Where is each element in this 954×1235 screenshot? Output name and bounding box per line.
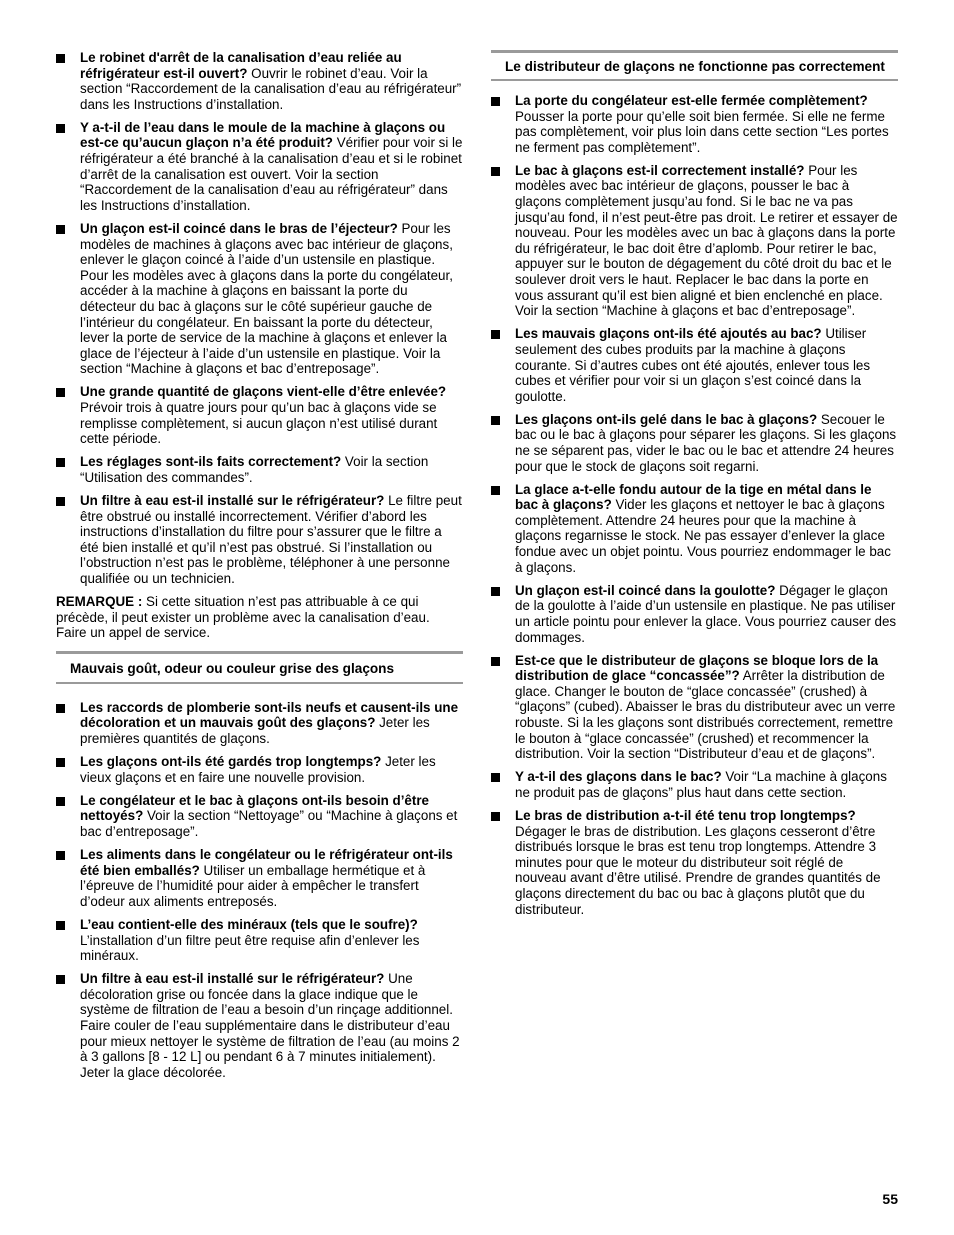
left-item-list-bottom [56, 700, 463, 1081]
square-bullet-icon [56, 458, 65, 467]
item-question: Le robinet d'arrêt de la canalisation d’eau reliée au réfrigérateur est-il ouvert? [80, 50, 402, 81]
square-bullet-icon [491, 773, 500, 782]
list-item [56, 847, 463, 909]
square-bullet-icon [56, 851, 65, 860]
list-item [491, 769, 898, 800]
item-answer: Une décoloration grise ou foncée dans la glace indique que le système de filtration de l’eau a besoin d’un rinçage additionnel. Faire couler de l’eau supplémentaire dans le distributeur d’eau pour mieux nettoyer le système de filtration de l’eau (au moins 2 à 3 gallons [8 - 12 L] ou pendant 6 à 7 minutes initialement). Jeter la glace décolorée. [80, 971, 460, 1080]
square-bullet-icon [491, 657, 500, 666]
list-item [491, 163, 898, 319]
item-question: Un glaçon est-il coincé dans le bras de l’éjecteur? [80, 220, 398, 236]
item-answer: Pour les modèles avec bac intérieur de glaçons, pousser le bac à glaçons complètement jusqu’au fond. Si le bac ne va pas jusqu’au fond, il n’est peut-être pas droit. Le retirer et essayer de nouveau. Pour les modèles avec un bac à glaçons dans la porte du réfrigérateur, le bac doit être d’aplomb. Pour retirer le bac, appuyer sur le bouton de dégagement du côté droit du bac et le soulever droit vers le haut. Replacer le bac dans la porte en vous assurant qu’il est bien aligné et bien enclenché en place. Voir la section “Machine à glaçons et bac d’entreposage”. [515, 162, 898, 319]
square-bullet-icon [56, 388, 65, 397]
item-question: Les mauvais glaçons ont-ils été ajoutés au bac? [515, 326, 822, 342]
remarque-label: REMARQUE : [56, 594, 143, 609]
item-question: Est-ce que le distributeur de glaçons se bloque lors de la distribution de glace “concassée”? [515, 652, 879, 684]
remarque-text: Si cette situation n’est pas attribuable à ce qui précède, il peut exister un problème avec la canalisation d’eau. Faire un appel de service. [56, 594, 430, 641]
item-answer: Arrêter la distribution de glace. Changer le bouton de “glace concassée” (crushed) à “glaçons” (cubed). Abaisser le bras du distributeur avec un verre robuste. Si la les glaçons sont distribués correctement, remettre le bouton à “glace concassée” (crushed) et recommencer la distribution. Voir la section “Distributeur d’eau et de glaçons”. [515, 668, 896, 762]
square-bullet-icon [491, 486, 500, 495]
item-question: Les réglages sont-ils faits correctement? [80, 454, 342, 470]
list-item [56, 221, 463, 377]
item-question: Les glaçons ont-ils gelé dans le bac à glaçons? [515, 411, 818, 427]
item-question: Y a-t-il de l’eau dans le moule de la machine à glaçons ou est-ce qu’aucun glaçon n’a été produit? [80, 119, 446, 151]
item-answer: Secouer le bac ou le bac à glaçons pour séparer les glaçons. Si les glaçons ne se séparent pas, vider le bac ou le bac et attendre 24 heures pour que le stock de glaçons soit regarni. [515, 411, 897, 474]
item-answer: Dégager le bras de distribution. Les glaçons cesseront d’être distribués lorsque le bras est tenu trop longtemps. Attendre 3 minutes pour que le moteur du distributeur soit réglé de nouveau avant d’être utilisé. Prendre de grandes quantités de glaçons directement du bac ou bac à glaçons plutôt que du distributeur. [515, 823, 881, 917]
square-bullet-icon [56, 225, 65, 234]
square-bullet-icon [56, 704, 65, 713]
item-question: Un glaçon est-il coincé dans la goulotte? [515, 582, 776, 598]
item-answer: Voir “La machine à glaçons ne produit pas de glaçons” plus haut dans cette section. [515, 769, 887, 800]
square-bullet-icon [56, 975, 65, 984]
square-bullet-icon [491, 167, 500, 176]
list-item [56, 384, 463, 446]
item-answer: Utiliser un emballage hermétique et à l’épreuve de l’humidité pour aider à empêcher le transfert d’odeur aux aliments entreposés. [80, 862, 426, 909]
list-item [56, 454, 463, 485]
left-item-list-top [56, 50, 463, 587]
item-question: Les raccords de plomberie sont-ils neufs et causent-ils une décoloration et un mauvais goût des glaçons? [80, 699, 459, 731]
square-bullet-icon [56, 497, 65, 506]
item-question: Y a-t-il des glaçons dans le bac? [515, 769, 722, 785]
item-answer: Jeter les vieux glaçons et en faire une nouvelle provision. [80, 754, 436, 785]
square-bullet-icon [56, 758, 65, 767]
item-answer: Pousser la porte pour qu’elle soit bien fermée. Si elle ne ferme pas complètement, voir plus loin dans cette section “Les portes ne ferment pas complètement”. [515, 108, 889, 155]
item-question: Les glaçons ont-ils été gardés trop longtemps? [80, 754, 382, 770]
item-question: Les aliments dans le congélateur ou le réfrigérateur ont-ils été bien emballés? [80, 847, 453, 878]
item-question: Une grande quantité de glaçons vient-elle d’être enlevée? [80, 384, 447, 400]
square-bullet-icon [491, 587, 500, 596]
item-question: Le bras de distribution a-t-il été tenu trop longtemps? [515, 807, 856, 823]
item-question: Le congélateur et le bac à glaçons ont-ils besoin d’être nettoyés? [80, 792, 429, 824]
item-answer: Vider les glaçons et nettoyer le bac à glaçons complètement. Attendre 24 heures pour que la machine à glaçons regarnisse le stock. Ne pas essayer d’enlever la glace fondue avec un objet pointu. Vous pourriez endommager le bac à glaçons. [515, 497, 891, 575]
list-item [491, 808, 898, 917]
square-bullet-icon [56, 797, 65, 806]
list-item [56, 917, 463, 964]
list-item [56, 754, 463, 785]
item-answer: Vérifier pour voir si le réfrigérateur a été branché à la canalisation d’eau et si le robinet d’arrêt de la canalisation est ouvert. Voir la section “Raccordement de la canalisation d’eau au réfrigérateur” dans les Instructions d’installation. [80, 135, 463, 213]
square-bullet-icon [56, 921, 65, 930]
right-item-list [491, 93, 898, 917]
list-item [491, 326, 898, 404]
page-number: 55 [882, 1191, 898, 1207]
item-answer: Ouvrir le robinet d’eau. Voir la section “Raccordement de la canalisation d’eau au réfrigérateur” dans les Instructions d’installation. [80, 65, 462, 112]
item-answer: Voir la section “Nettoyage” ou “Machine à glaçons et bac d’entreposage”. [80, 808, 458, 839]
list-item [56, 50, 463, 112]
item-answer: Dégager le glaçon de la goulotte à l’aide d’un ustensile en plastique. Ne pas utiliser un article pointu pour enlever la glace. Vous pourriez causer des dommages. [515, 582, 897, 645]
square-bullet-icon [491, 330, 500, 339]
square-bullet-icon [56, 124, 65, 133]
item-question: Un filtre à eau est-il installé sur le réfrigérateur? [80, 971, 385, 987]
list-item [491, 412, 898, 474]
item-answer: Voir la section “Utilisation des commandes”. [80, 454, 429, 485]
item-answer: Pour les modèles de machines à glaçons avec bac intérieur de glaçons, enlever le glaçon coincé à l’aide d’un ustensile en plastique. Pour les modèles avec à glaçons dans la porte du congélateur, accéder à la machine à glaçons en baissant la porte du détecteur du bac à glaçons sur le côté supérieur gauche de l’intérieur du congélateur. En baissant la porte du détecteur, lever la porte de service de la machine à glaçons et enlever la glace de l’éjecteur à l’aide d’un ustensile en plastique. Voir la section “Machine à glaçons et bac d’entreposage”. [80, 220, 453, 377]
section-title-taste-odor: Mauvais goût, odeur ou couleur grise des glaçons [56, 651, 463, 684]
item-question: Le bac à glaçons est-il correctement installé? [515, 162, 805, 178]
square-bullet-icon [491, 97, 500, 106]
right-column [491, 50, 898, 925]
square-bullet-icon [491, 416, 500, 425]
square-bullet-icon [56, 54, 65, 63]
list-item [491, 93, 898, 155]
list-item [56, 120, 463, 214]
item-answer: Utiliser seulement des cubes produits par la machine à glaçons courante. Si d’autres cubes ont été ajoutés, enlever tous les cubes et vérifier pour voir si un glaçon s’est coincé dans la goulotte. [515, 326, 871, 404]
list-item [56, 493, 463, 587]
left-column [56, 50, 463, 1088]
section-title-dispenser: Le distributeur de glaçons ne fonctionne pas correctement [491, 50, 898, 81]
item-answer: L’installation d’un filtre peut être requise afin d’enlever les minéraux. [80, 932, 420, 964]
square-bullet-icon [491, 812, 500, 821]
item-answer: Jeter les premières quantités de glaçons. [80, 715, 430, 746]
item-answer: Prévoir trois à quatre jours pour qu’un bac à glaçons vide se remplisse complètement, si aucun glaçon n’est utilisé durant cette période. [80, 399, 438, 447]
list-item [56, 971, 463, 1080]
list-item [56, 700, 463, 747]
list-item [56, 793, 463, 840]
item-question: L’eau contient-elle des minéraux (tels que le soufre)? [80, 916, 418, 932]
item-question: La porte du congélateur est-elle fermée complètement? [515, 93, 868, 108]
item-answer: Le filtre peut être obstrué ou installé incorrectement. Vérifier d’abord les instructions d’installation du filtre pour s’assurer que le filtre a été bien installé et qu’il n’est pas obstrué. Si l’installation ou l’obstruction n’est pas le problème, téléphoner à une personne qualifiée ou un technicien. [80, 492, 462, 586]
item-question: La glace a-t-elle fondu autour de la tige en métal dans le bac à glaçons? [515, 481, 872, 513]
item-question: Un filtre à eau est-il installé sur le réfrigérateur? [80, 492, 385, 508]
list-item [491, 653, 898, 762]
remarque-note [56, 594, 463, 641]
list-item [491, 482, 898, 576]
list-item [491, 583, 898, 645]
